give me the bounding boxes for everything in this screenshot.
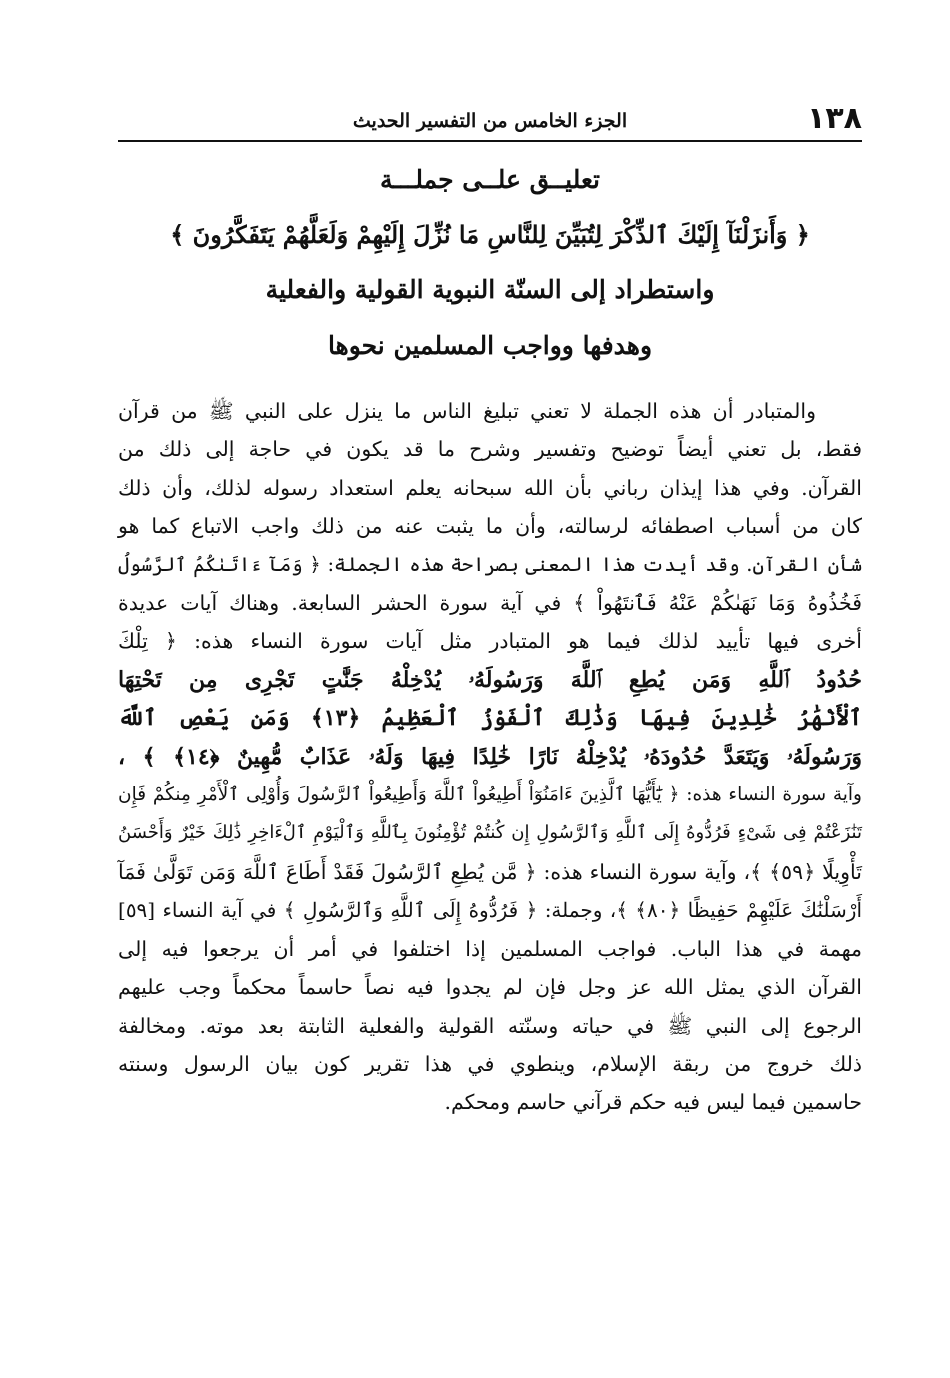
body-line: تَنَٰزَعْتُمْ فِى شَىْءٍ فَرُدُّوهُ إِلَى ٱللَّهِ وَٱلرَّسُولِ إِن كُنتُمْ تُؤْمِنُونَ بِٱللَّهِ وَٱلْيَوْمِ ٱلْءَاخِرِ ذَٰلِكَ خَيْرٌ وَأَحْسَنُ [118, 822, 862, 844]
body-line: فقط، بل تعني أيضاً توضيح وتفسير وشرح ما قد يكون في حاجة إلى ذلك من [118, 437, 862, 462]
running-header-title: الجزء الخامس من التفسير الحديث [352, 110, 628, 132]
body-line: فَخُذُوهُ وَمَا نَهَىٰكُمْ عَنْهُ فَٱنتَهُواْ ﴾ في آية سورة الحشر السابعة. وهناك آيات عديدة [118, 591, 862, 616]
body-line: حاسمين فيما ليس فيه حكم قرآني حاسم ومحكم. [444, 1090, 862, 1115]
body-line: أخرى فيها تأييد لذلك فيما هو المتبادر مثل آيات سورة النساء هذه: ﴿ تِلْكَ [118, 629, 862, 654]
body-line: والمتبادر أن هذه الجملة لا تعني تبليغ الناس ما ينزل على النبي ﷺ من قرآن [118, 399, 816, 423]
body-line-verse: وَرَسُولَهُۥ وَيَتَعَدَّ حُدُودَهُۥ يُدْخِلْهُ نَارًا خَٰلِدًا فِيهَا وَلَهُۥ عَذَابٌ مُّهِينٌ ﴿١٤﴾ ﴾ ، [118, 743, 862, 770]
section-title-line-3: وهدفها وواجب المسلمين نحوها [327, 331, 653, 360]
body-line: تَأْوِيلًا ﴿٥٩﴾ ﴾، وآية سورة النساء هذه: ﴿ مَّن يُطِعِ ٱلرَّسُولَ فَقَدْ أَطَاعَ ٱللَّهَ وَمَن تَوَلَّىٰ فَمَآ [118, 859, 862, 884]
body-line-verse: حُدُودُ ٱللَّهِ وَمَن يُطِعِ ٱللَّهَ وَرَسُولَهُۥ يُدْخِلْهُ جَنَّٰتٍ تَجْرِى مِن تَحْتِهَا [118, 666, 862, 693]
body-line: الرجوع إلى النبي ﷺ في حياته وسنّته القولية والفعلية الثابتة بعد موته. ومخالفة [118, 1013, 862, 1038]
section-title-line-2: واستطراد إلى السنّة النبوية القولية والفعلية [265, 275, 715, 304]
page-number: ١٣٨ [807, 101, 862, 136]
running-header [118, 96, 862, 142]
body-line: شأن القرآن. وقد أيدت هذا المعنى بصراحة هذه الجملة: ﴿ وَمَآ ءَاتَىٰكُمُ ٱلرَّسُولُ [118, 552, 862, 576]
body-line: ذلك خروج من ربقة الإسلام، وينطوي في هذا تقرير كون بيان الرسول وسنته [118, 1051, 862, 1076]
body-line: مهمة في هذا الباب. فواجب المسلمين إذا اختلفوا في أمر أن يرجعوا فيه إلى [118, 936, 862, 961]
section-title-verse: ﴿ وَأَنزَلْنَآ إِلَيْكَ ٱلذِّكْرَ لِتُبَيِّنَ لِلنَّاسِ مَا نُزِّلَ إِلَيْهِمْ وَلَعَلَّهُمْ يَتَفَكَّرُونَ ﴾ [170, 220, 810, 249]
body-line: القرآن. وفي هذا إيذان رباني بأن الله سبحانه يعلم استعداد رسوله لذلك، وأن ذلك [118, 475, 862, 500]
body-line: أَرْسَلْنَٰكَ عَلَيْهِمْ حَفِيظًا ﴿٨٠﴾ ﴾، وجملة: ﴿ فَرُدُّوهُ إِلَى ٱللَّهِ وَٱلرَّسُولِ ﴾ في آية النساء [٥٩] [118, 898, 862, 923]
section-title-line-1: تعليــق علــى جملـــة [380, 165, 600, 194]
body-line-verse: ٱلْأَنْهَٰرُ خَٰلِدِينَ فِيهَا وَذَٰلِكَ ٱلْفَوْزُ ٱلْعَظِيمُ ﴿١٣﴾ وَمَن يَعْصِ ٱللَّهَ [118, 705, 862, 732]
body-line: كان من أسباب اصطفائه لرسالته، وأن ما يثبت عنه من ذلك واجب الاتباع كما هو [118, 514, 862, 539]
body-paragraph [118, 392, 862, 1122]
body-line: وآية سورة النساء هذه: ﴿ يَٰٓأَيُّهَا ٱلَّذِينَ ءَامَنُوٓاْ أَطِيعُواْ ٱللَّهَ وَأَطِيعُواْ ٱلرَّسُولَ وَأُوْلِى ٱلْأَمْرِ مِنكُمْ فَإِن [118, 784, 862, 806]
section-heading [118, 152, 862, 374]
body-line: القرآن الذي يمثل الله عز وجل فإن لم يجدوا فيه نصاً حاسماً محكماً وجب عليهم [118, 975, 862, 1000]
